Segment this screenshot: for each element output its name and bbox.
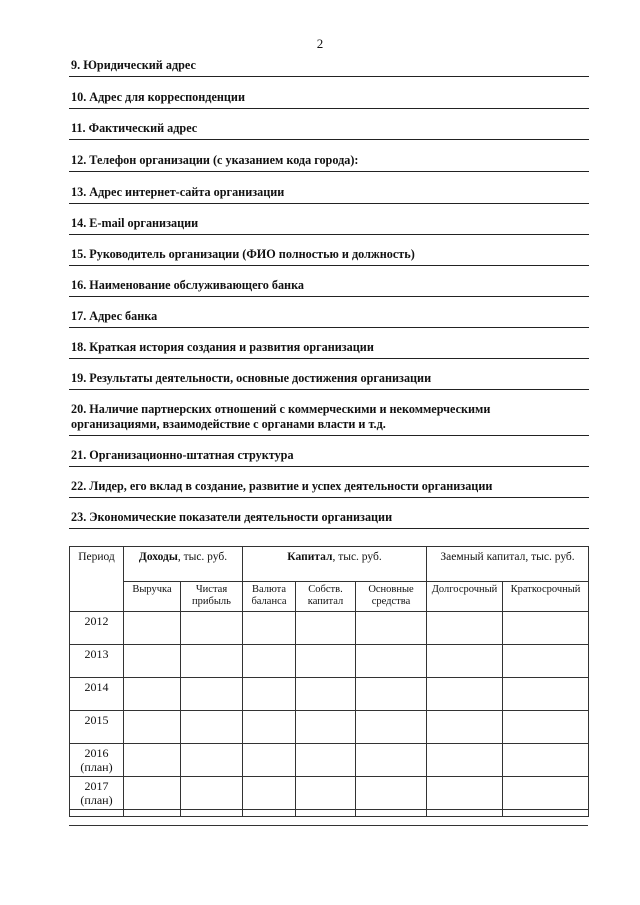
- input-cell[interactable]: [427, 744, 503, 777]
- table-subheader-row: [70, 582, 589, 612]
- input-cell[interactable]: [243, 645, 296, 678]
- input-cell[interactable]: [181, 612, 243, 645]
- period-cell: 2013: [70, 645, 124, 678]
- field-partnerships[interactable]: [69, 390, 589, 436]
- blank-cell: [70, 810, 124, 817]
- input-cell[interactable]: [503, 810, 589, 817]
- field-label: 11. Фактический адрес: [71, 121, 198, 135]
- field-underline: [69, 528, 589, 529]
- field-label: 22. Лидер, его вклад в создание, развитие и успех деятельности организации: [71, 479, 493, 493]
- field-label: 20. Наличие партнерских отношений с коммерческими и некоммерческими организациями, взаимодействие с органами власти и т.д.: [71, 402, 491, 431]
- field-economic-indicators: [69, 498, 589, 529]
- field-website[interactable]: [69, 172, 589, 204]
- field-history[interactable]: [69, 328, 589, 359]
- header-capital: [243, 547, 427, 582]
- input-cell[interactable]: [181, 810, 243, 817]
- input-cell[interactable]: [296, 810, 356, 817]
- table-row: [70, 612, 589, 645]
- page-number: 2: [316, 36, 324, 51]
- input-cell[interactable]: [503, 744, 589, 777]
- input-cell[interactable]: [427, 645, 503, 678]
- input-cell[interactable]: [503, 612, 589, 645]
- input-cell[interactable]: [503, 678, 589, 711]
- header-loan-capital: Заемный капитал, тыс. руб.: [427, 547, 589, 582]
- field-label: 23. Экономические показатели деятельности организации: [71, 510, 393, 524]
- input-cell[interactable]: [181, 678, 243, 711]
- header-income: [124, 547, 243, 582]
- field-director[interactable]: [69, 235, 589, 266]
- table-row: [70, 645, 589, 678]
- field-label: 17. Адрес банка: [71, 309, 158, 323]
- field-label: 18. Краткая история создания и развития организации: [71, 340, 374, 354]
- input-cell[interactable]: [356, 777, 427, 810]
- input-cell[interactable]: [296, 744, 356, 777]
- input-cell[interactable]: [356, 678, 427, 711]
- input-cell[interactable]: [124, 744, 181, 777]
- table-row: [70, 678, 589, 711]
- field-leader[interactable]: [69, 467, 589, 498]
- input-cell[interactable]: [503, 777, 589, 810]
- input-cell[interactable]: [124, 777, 181, 810]
- input-cell[interactable]: [356, 711, 427, 744]
- input-cell[interactable]: [296, 777, 356, 810]
- field-label: 16. Наименование обслуживающего банка: [71, 278, 305, 292]
- period-cell: 2012: [70, 612, 124, 645]
- bottom-rule: [69, 825, 588, 826]
- field-label: 10. Адрес для корреспонденции: [71, 90, 245, 104]
- field-label: 13. Адрес интернет-сайта организации: [71, 185, 285, 199]
- input-cell[interactable]: [181, 711, 243, 744]
- field-label: 19. Результаты деятельности, основные достижения организации: [71, 371, 432, 385]
- input-cell[interactable]: [503, 645, 589, 678]
- table-row: [70, 744, 589, 777]
- header-income-bold: Доходы: [138, 551, 178, 563]
- field-achievements[interactable]: [69, 359, 589, 390]
- input-cell[interactable]: [427, 777, 503, 810]
- input-cell[interactable]: [427, 678, 503, 711]
- field-label: 21. Организационно-штатная структура: [71, 448, 294, 462]
- input-cell[interactable]: [296, 678, 356, 711]
- input-cell[interactable]: [243, 612, 296, 645]
- input-cell[interactable]: [181, 645, 243, 678]
- field-legal-address[interactable]: [69, 60, 589, 77]
- subheader-fixed-assets: Основные средства: [356, 582, 427, 612]
- input-cell[interactable]: [427, 711, 503, 744]
- period-cell: 2015: [70, 711, 124, 744]
- input-cell[interactable]: [124, 678, 181, 711]
- subheader-own-capital: Собств. капитал: [296, 582, 356, 612]
- field-label: 15. Руководитель организации (ФИО полностью и должность): [71, 247, 415, 261]
- input-cell[interactable]: [296, 612, 356, 645]
- table-header-row: [70, 547, 589, 582]
- subheader-short-term: Краткосрочный: [503, 582, 589, 612]
- input-cell[interactable]: [243, 810, 296, 817]
- input-cell[interactable]: [243, 711, 296, 744]
- period-cell: 2017 (план): [70, 777, 124, 810]
- input-cell[interactable]: [243, 678, 296, 711]
- field-label: 14. E-mail организации: [71, 216, 199, 230]
- input-cell[interactable]: [427, 612, 503, 645]
- field-label: 12. Телефон организации (с указанием кода города):: [71, 153, 359, 167]
- input-cell[interactable]: [296, 645, 356, 678]
- input-cell[interactable]: [181, 777, 243, 810]
- field-mail-address[interactable]: [69, 77, 589, 109]
- input-cell[interactable]: [124, 645, 181, 678]
- subheader-revenue: Выручка: [124, 582, 181, 612]
- input-cell[interactable]: [296, 711, 356, 744]
- subheader-net-profit: Чистая прибыль: [181, 582, 243, 612]
- table-row: [70, 810, 589, 817]
- input-cell[interactable]: [181, 744, 243, 777]
- header-capital-unit: , тыс. руб.: [332, 551, 382, 563]
- table-row: [70, 711, 589, 744]
- input-cell[interactable]: [243, 777, 296, 810]
- input-cell[interactable]: [356, 810, 427, 817]
- input-cell[interactable]: [356, 612, 427, 645]
- subheader-long-term: Долгосрочный: [427, 582, 503, 612]
- field-email[interactable]: [69, 204, 589, 235]
- economic-indicators-table: [69, 546, 589, 817]
- field-label: 9. Юридический адрес: [71, 58, 196, 72]
- table-row: [70, 777, 589, 810]
- input-cell[interactable]: [356, 744, 427, 777]
- period-cell: 2014: [70, 678, 124, 711]
- header-capital-bold: Капитал: [287, 551, 333, 563]
- header-income-unit: , тыс. руб.: [177, 551, 228, 563]
- field-bank-address[interactable]: [69, 297, 589, 328]
- field-bank-name[interactable]: [69, 266, 589, 297]
- input-cell[interactable]: [503, 711, 589, 744]
- input-cell[interactable]: [124, 612, 181, 645]
- input-cell[interactable]: [124, 810, 181, 817]
- input-cell[interactable]: [243, 744, 296, 777]
- period-cell: 2016 (план): [70, 744, 124, 777]
- field-phone[interactable]: [69, 140, 589, 172]
- field-staff-structure[interactable]: [69, 436, 589, 467]
- form-fields: [69, 60, 589, 529]
- input-cell[interactable]: [356, 645, 427, 678]
- input-cell[interactable]: [427, 810, 503, 817]
- field-actual-address[interactable]: [69, 109, 589, 140]
- input-cell[interactable]: [124, 711, 181, 744]
- header-period: Период: [70, 547, 124, 612]
- subheader-balance: Валюта баланса: [243, 582, 296, 612]
